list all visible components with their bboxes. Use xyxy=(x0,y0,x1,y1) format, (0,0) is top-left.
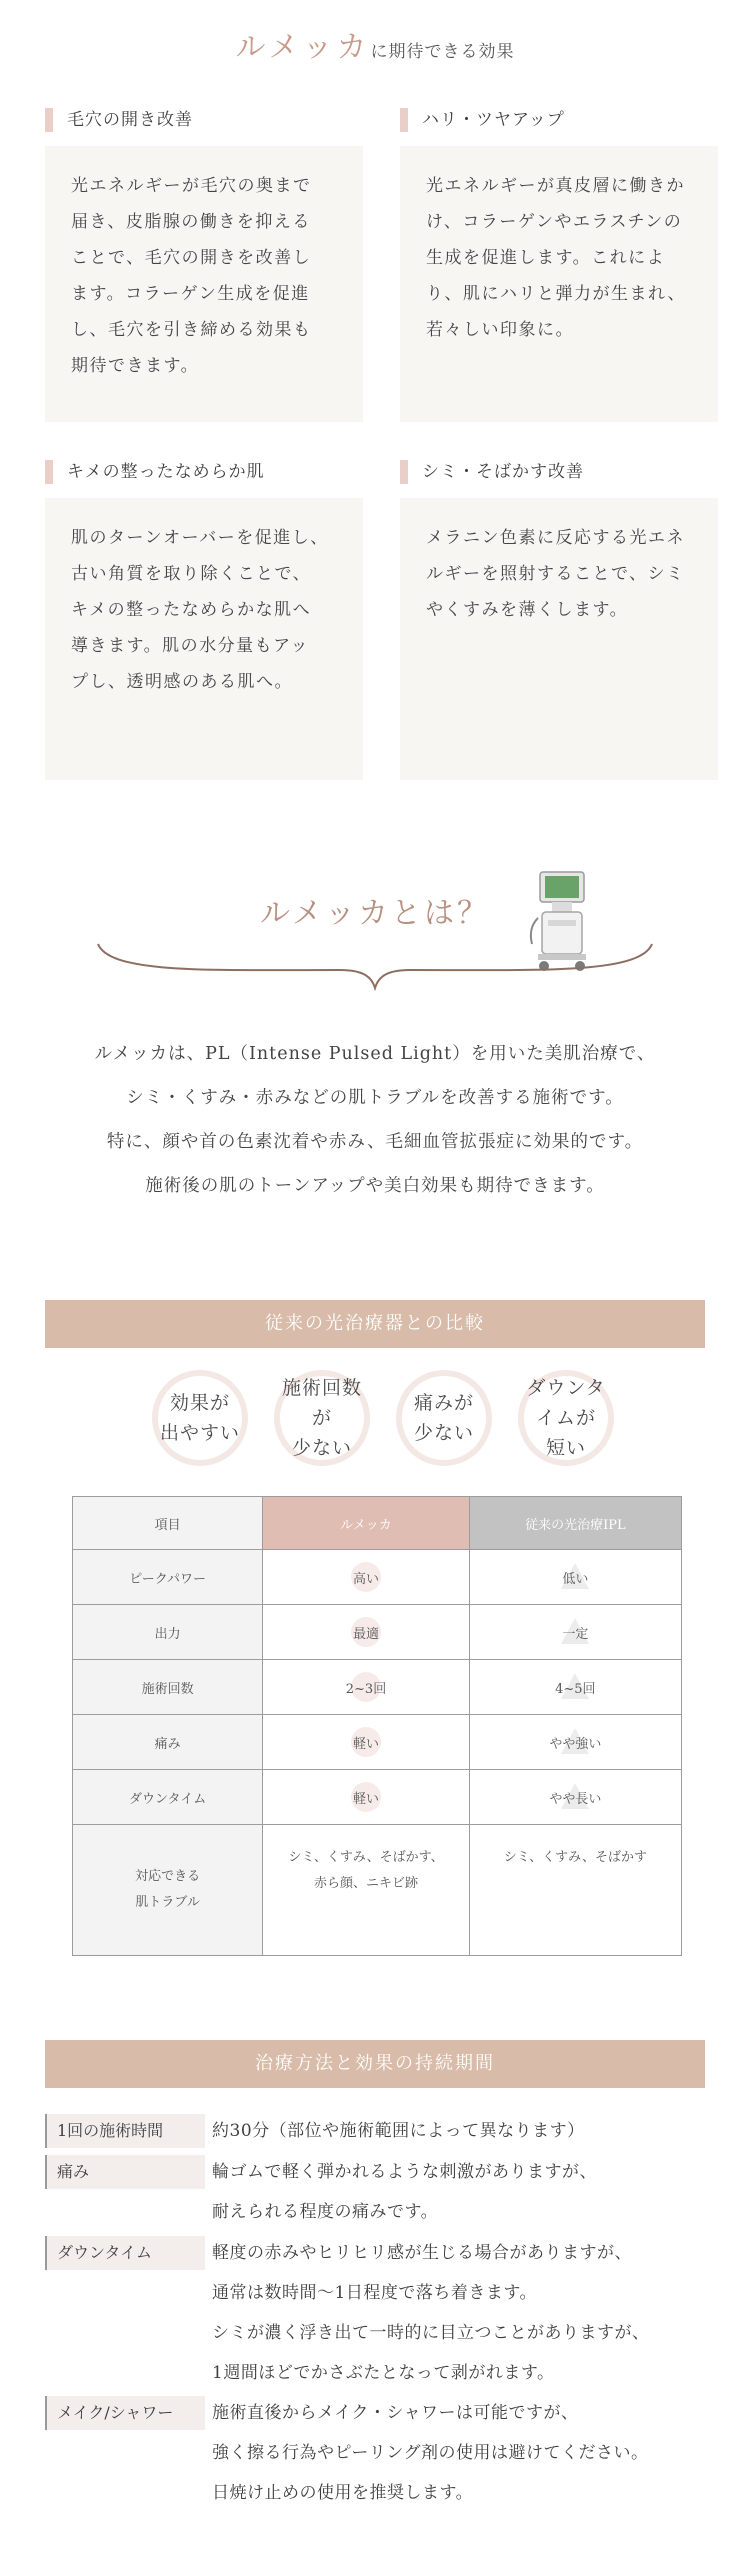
card-line: やくすみを薄くします。 xyxy=(426,600,629,620)
card-line: し、毛穴を引き締める効果も xyxy=(71,320,312,340)
effect-card-body xyxy=(400,146,718,422)
card-line: メラニン色素に反応する光エネ xyxy=(426,528,685,548)
ipl-value: やや長い xyxy=(543,1788,607,1807)
card-line: 期待できます。 xyxy=(71,356,200,376)
treatment-label: メイク/シャワー xyxy=(45,2396,205,2430)
effect-card-body xyxy=(45,498,363,780)
value-line: シミ、くすみ、そばかす xyxy=(503,1850,647,1865)
value-line: 輪ゴムで軽く弾かれるような刺激がありますが、 xyxy=(212,2162,597,2182)
row-label: 出力 xyxy=(73,1605,263,1660)
treatment-value xyxy=(212,2111,585,2151)
row-label-line: 対応できる xyxy=(135,1869,201,1884)
card-line: キメの整ったなめらかな肌へ xyxy=(71,600,312,620)
header-item: 項目 xyxy=(73,1497,263,1550)
card-line: 光エネルギーが毛穴の奥まで xyxy=(71,176,312,196)
value-line: 耐えられる程度の痛みです。 xyxy=(212,2202,439,2222)
value-line: 強く擦る行為やピーリング剤の使用は避けてください。 xyxy=(212,2443,649,2463)
effect-card-heading: ハリ・ツヤアップ xyxy=(400,108,722,132)
value-line: 赤ら顔、ニキビ跡 xyxy=(313,1876,418,1891)
table-header-row xyxy=(73,1497,682,1550)
row-label: ダウンタイム xyxy=(73,1770,263,1825)
comparison-table xyxy=(72,1496,682,1956)
lumecca-value: 高い xyxy=(347,1568,385,1587)
benefit-circle xyxy=(274,1370,370,1466)
card-line: ルギーを照射することで、シミ xyxy=(426,564,685,584)
value-line: 軽度の赤みやヒリヒリ感が生じる場合がありますが、 xyxy=(212,2243,632,2263)
table-row xyxy=(73,1605,682,1660)
value-line: 約30分（部位や施術範囲によって異なります） xyxy=(212,2121,585,2141)
benefit-circle xyxy=(396,1370,492,1466)
lumecca-value: 2~3回 xyxy=(340,1678,392,1697)
card-line: プし、透明感のある肌へ。 xyxy=(71,672,293,692)
row-label: 痛み xyxy=(73,1715,263,1770)
ipl-value xyxy=(469,1825,681,1956)
effect-card-heading: キメの整ったなめらか肌 xyxy=(45,460,367,484)
value-line: 日焼け止めの使用を推奨します。 xyxy=(212,2483,474,2503)
ipl-value: 一定 xyxy=(556,1623,594,1642)
card-line: 届き、皮脂腺の働きを抑える xyxy=(71,212,311,232)
row-label-line: 肌トラブル xyxy=(135,1895,200,1910)
header-ipl: 従来の光治療IPL xyxy=(469,1497,681,1550)
about-line: シミ・くすみ・赤みなどの肌トラブルを改善する施術です。 xyxy=(126,1088,624,1108)
header-lumecca: ルメッカ xyxy=(263,1497,469,1550)
effect-card-heading: 毛穴の開き改善 xyxy=(45,108,367,132)
benefit-text: 効果が 出やすい xyxy=(159,1392,240,1444)
ipl-value: やや強い xyxy=(543,1733,607,1752)
treatment-value xyxy=(212,2393,648,2513)
lumecca-value: 軽い xyxy=(347,1733,385,1752)
treatment-label: ダウンタイム xyxy=(45,2236,205,2270)
benefit-circle xyxy=(518,1370,614,1466)
row-label: 施術回数 xyxy=(73,1660,263,1715)
benefit-circle xyxy=(152,1370,248,1466)
about-line: ルメッカは、PL（Intense Pulsed Light）を用いた美肌治療で、 xyxy=(94,1044,656,1064)
effect-card-body xyxy=(45,146,363,422)
ipl-value: 4~5回 xyxy=(549,1678,601,1697)
value-line: シミが濃く浮き出て一時的に目立つことがありますが、 xyxy=(212,2323,650,2343)
treatment-label: 1回の施術時間 xyxy=(45,2114,205,2148)
card-line: 若々しい印象に。 xyxy=(426,320,574,340)
value-line: シミ、くすみ、そばかす、 xyxy=(288,1850,444,1865)
card-line: 肌のターンオーバーを促進し、 xyxy=(71,528,329,548)
value-line: 1週間ほどでかさぶたとなって剥がれます。 xyxy=(212,2363,555,2383)
about-title: ルメッカとは？ xyxy=(259,896,491,931)
row-label xyxy=(73,1825,263,1956)
ipl-value: 低い xyxy=(556,1568,594,1587)
value-line: 通常は数時間〜1日程度で落ち着きます。 xyxy=(212,2283,537,2303)
card-line: 導きます。肌の水分量もアッ xyxy=(71,636,309,656)
lumecca-value: 最適 xyxy=(347,1623,385,1642)
effects-title xyxy=(0,22,750,66)
card-line: り、肌にハリと弾力が生まれ、 xyxy=(426,284,687,304)
comparison-banner: 従来の光治療器との比較 xyxy=(45,1300,705,1348)
table-row xyxy=(73,1715,682,1770)
table-row xyxy=(73,1825,682,1956)
card-line: 古い角質を取り除くことで、 xyxy=(71,564,312,584)
about-line: 施術後の肌のトーンアップや美白効果も期待できます。 xyxy=(145,1176,605,1196)
treatment-value xyxy=(212,2152,597,2232)
row-label: ピークパワー xyxy=(73,1550,263,1605)
table-row xyxy=(73,1660,682,1715)
value-line: 施術直後からメイク・シャワーは可能ですが、 xyxy=(212,2403,579,2423)
benefit-text: ダウンタイムが 短い xyxy=(526,1377,606,1459)
card-line: 光エネルギーが真皮層に働きか xyxy=(426,176,685,196)
effects-title-rest: に期待できる効果 xyxy=(370,42,515,62)
effect-card-body xyxy=(400,498,718,780)
about-line: 特に、顔や首の色素沈着や赤み、毛細血管拡張症に効果的です。 xyxy=(106,1132,644,1152)
lumecca-value xyxy=(263,1825,469,1956)
card-line: ます。コラーゲン生成を促進 xyxy=(71,284,310,304)
benefit-text: 痛みが 少ない xyxy=(413,1392,474,1444)
card-line: ことで、毛穴の開きを改善し xyxy=(71,248,312,268)
lumecca-value: 軽い xyxy=(347,1788,385,1807)
treatment-banner: 治療方法と効果の持続期間 xyxy=(45,2040,705,2088)
table-row xyxy=(73,1770,682,1825)
treatment-value xyxy=(212,2233,650,2393)
effect-card-heading: シミ・そばかす改善 xyxy=(400,460,722,484)
benefit-text: 施術回数が 少ない xyxy=(281,1377,362,1459)
table-row xyxy=(73,1550,682,1605)
card-line: 生成を促進します。これによ xyxy=(426,248,666,268)
effects-title-accent: ルメッカ xyxy=(235,30,371,65)
treatment-label: 痛み xyxy=(45,2155,205,2189)
card-line: け、コラーゲンやエラスチンの xyxy=(426,212,683,232)
decorative-swash xyxy=(90,934,660,994)
